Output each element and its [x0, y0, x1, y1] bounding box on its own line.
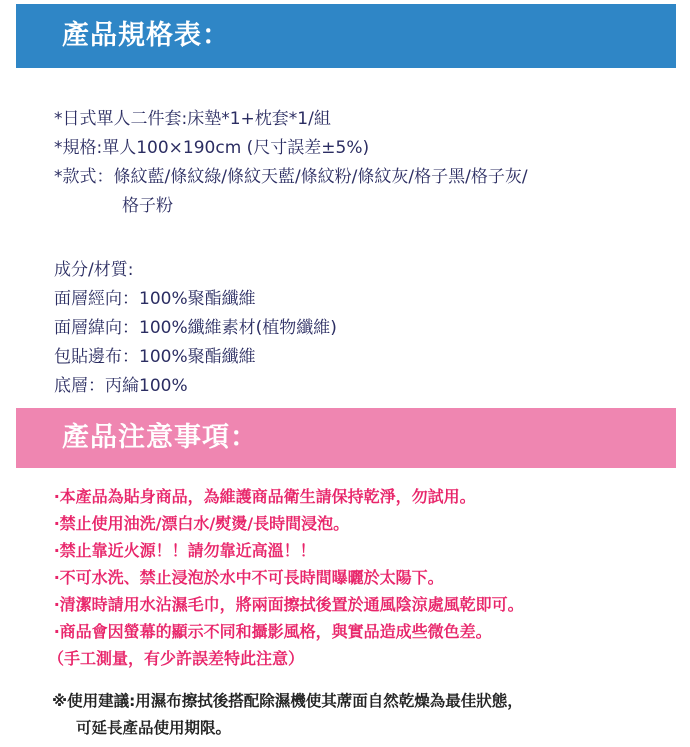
care-line-color: ‧商品會因螢幕的顯示不同和攝影風格，與實品造成些微色差。 — [54, 622, 492, 641]
care-line-fire: ‧禁止靠近火源！！請勿靠近高溫！！ — [54, 541, 316, 560]
spec-section-title: 產品規格表： — [62, 20, 230, 51]
material-line-edge: 包貼邊布：100%聚酯纖維 — [54, 347, 256, 367]
care-section-banner — [16, 408, 676, 468]
care-line-cleaning: ‧清潔時請用水沾濕毛巾，將兩面擦拭後置於通風陰涼處風乾即可。 — [54, 595, 524, 614]
spec-line-set: *日式單人二件套:床墊*1+枕套*1/組 — [54, 109, 331, 129]
material-line-warp: 面層經向：100%聚酯纖維 — [54, 289, 256, 309]
material-line-bottom: 底層：丙綸100% — [54, 376, 188, 396]
usage-note-line-1: ※使用建議:用濕布擦拭後搭配除濕機使其蓆面自然乾燥為最佳狀態， — [52, 692, 523, 710]
care-line-measure: （手工測量，有少許誤差特此注意） — [48, 649, 305, 668]
usage-note-line-2: 可延長產品使用期限。 — [76, 719, 232, 737]
care-line-hygiene: ‧本產品為貼身商品，為維護商品衛生請保持乾淨，勿試用。 — [54, 487, 476, 506]
care-line-water: ‧不可水洗、禁止浸泡於水中不可長時間曝曬於太陽下。 — [54, 568, 444, 587]
spec-section-banner — [16, 4, 676, 68]
care-line-washing: ‧禁止使用油洗/漂白水/熨燙/長時間浸泡。 — [54, 514, 350, 533]
spec-line-styles: *款式：條紋藍/條紋綠/條紋天藍/條紋粉/條紋灰/格子黑/格子灰/ — [54, 167, 528, 187]
material-line-weft: 面層緯向：100%纖維素材(植物纖維) — [54, 318, 337, 338]
spec-line-styles-cont: 格子粉 — [122, 196, 173, 216]
spec-line-size: *規格:單人100×190cm (尺寸誤差±5%) — [54, 138, 370, 158]
care-section-title: 產品注意事項： — [62, 422, 258, 453]
material-heading: 成分/材質: — [54, 260, 134, 280]
